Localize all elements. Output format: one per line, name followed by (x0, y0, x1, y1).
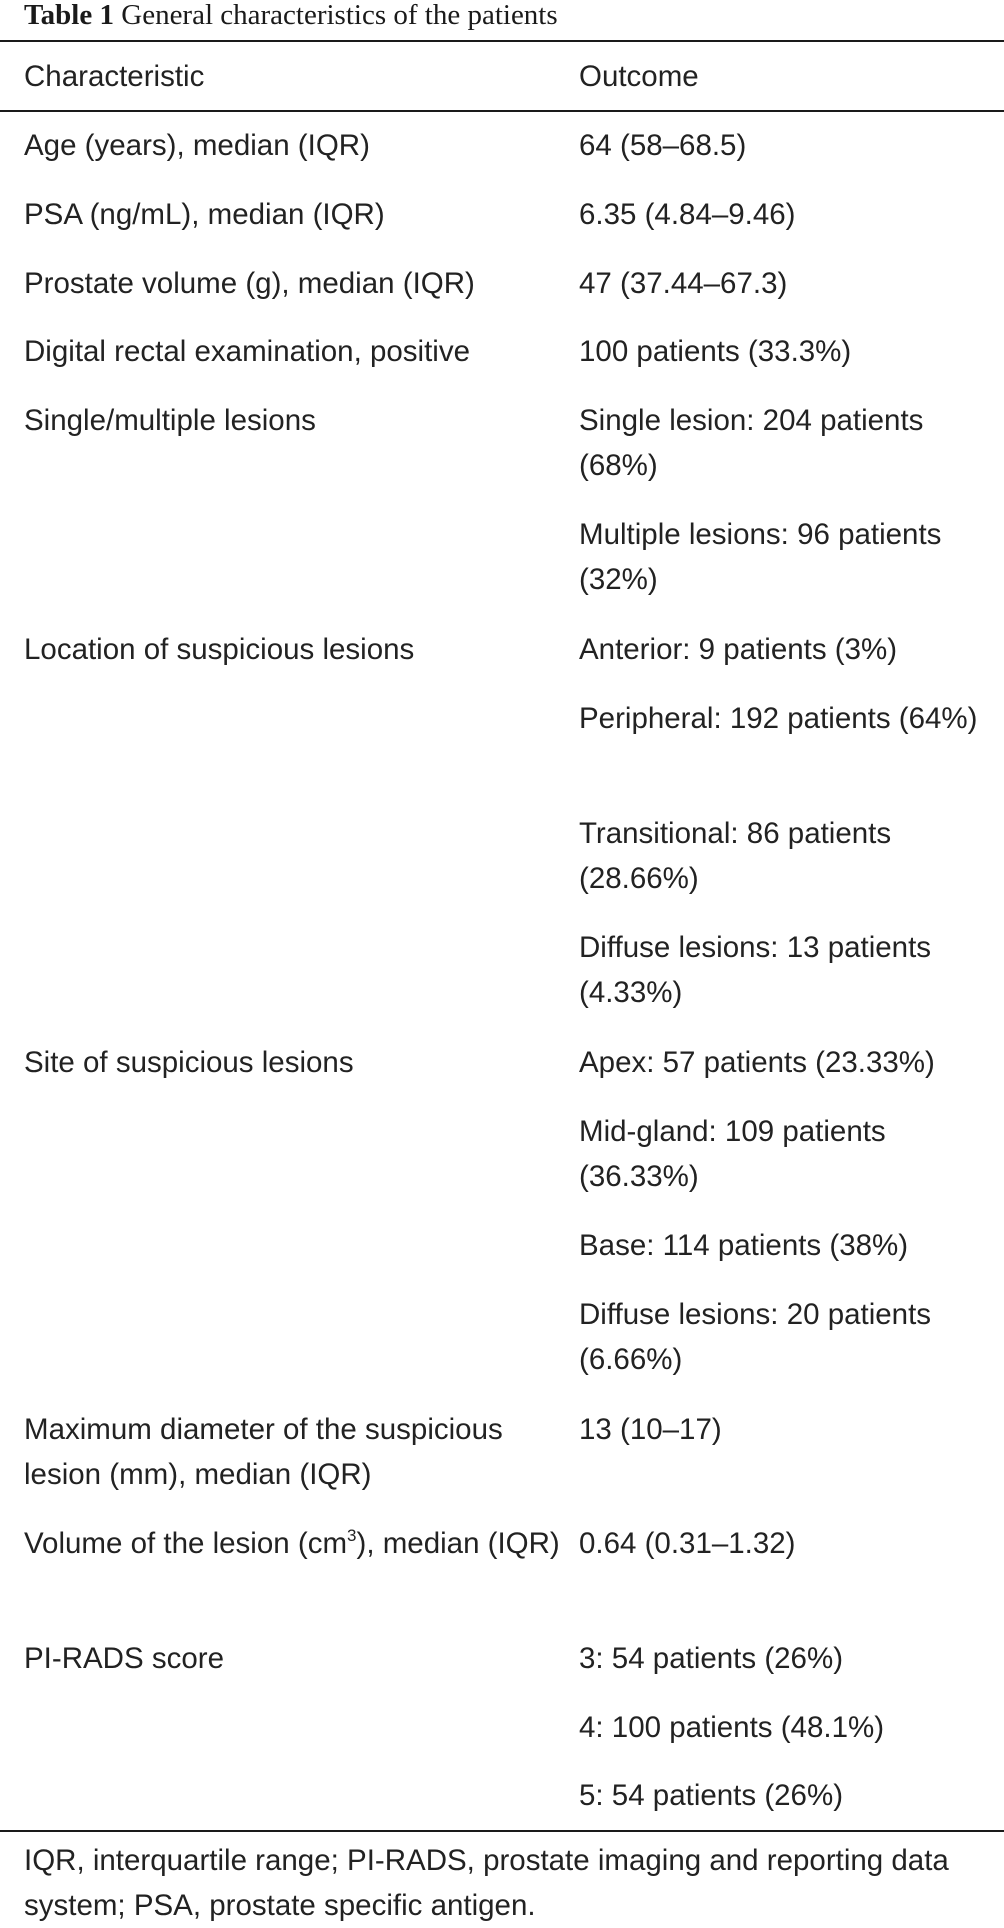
row-lesion-count-outcome-single: Single lesion: 204 patients (68%) (579, 404, 924, 482)
row-lesion-volume-outcome: 0.64 (0.31–1.32) (579, 1527, 796, 1560)
row-location-outcome-anterior: Anterior: 9 patients (3%) (579, 633, 898, 666)
table-bottom-rule (0, 1830, 1004, 1832)
row-site-outcome-base: Base: 114 patients (38%) (579, 1229, 909, 1262)
row-psa-characteristic: PSA (ng/mL), median (IQR) (24, 198, 385, 231)
row-dre-characteristic: Digital rectal examination, positive (24, 335, 470, 368)
table-caption (24, 0, 558, 38)
header-outcome: Outcome (579, 60, 699, 93)
row-max-diameter-characteristic: Maximum diameter of the suspicious lesion (mm), median (IQR) (24, 1413, 503, 1491)
table-header-rule (0, 110, 1004, 112)
row-pirads-characteristic: PI-RADS score (24, 1642, 224, 1675)
header-characteristic: Characteristic (24, 60, 205, 93)
table-caption-text: General characteristics of the patients (114, 0, 558, 31)
row-pirads-outcome-3: 3: 54 patients (26%) (579, 1642, 844, 1675)
row-site-characteristic: Site of suspicious lesions (24, 1046, 354, 1079)
row-site-outcome-mid-gland: Mid-gland: 109 patients (36.33%) (579, 1115, 886, 1193)
table-caption-label: Table 1 (24, 0, 114, 31)
row-lesion-count-characteristic: Single/multiple lesions (24, 404, 316, 437)
row-age-outcome: 64 (58–68.5) (579, 129, 747, 162)
lesion-volume-text-b: ), median (IQR) (356, 1527, 560, 1560)
row-lesion-count-outcome-multiple: Multiple lesions: 96 patients (32%) (579, 518, 942, 596)
row-prostate-volume-outcome: 47 (37.44–67.3) (579, 267, 788, 300)
row-dre-outcome: 100 patients (33.3%) (579, 335, 852, 368)
row-location-outcome-diffuse: Diffuse lesions: 13 patients (4.33%) (579, 931, 932, 1009)
lesion-volume-superscript: 3 (347, 1526, 357, 1545)
row-max-diameter-outcome: 13 (10–17) (579, 1413, 722, 1446)
row-site-outcome-diffuse: Diffuse lesions: 20 patients (6.66%) (579, 1298, 932, 1376)
row-pirads-outcome-5: 5: 54 patients (26%) (579, 1779, 844, 1812)
row-prostate-volume-characteristic: Prostate volume (g), median (IQR) (24, 267, 475, 300)
table-footnote: IQR, interquartile range; PI-RADS, prostate imaging and reporting data system; PSA, prostate specific antigen. (24, 1844, 949, 1922)
table-top-rule (0, 40, 1004, 42)
row-site-outcome-apex: Apex: 57 patients (23.33%) (579, 1046, 935, 1079)
row-location-outcome-transitional: Transitional: 86 patients (28.66%) (579, 817, 892, 895)
row-psa-outcome: 6.35 (4.84–9.46) (579, 198, 796, 231)
lesion-volume-text-a: Volume of the lesion (cm (24, 1527, 348, 1560)
row-age-characteristic: Age (years), median (IQR) (24, 129, 370, 162)
row-lesion-volume-characteristic (24, 1521, 564, 1566)
row-pirads-outcome-4: 4: 100 patients (48.1%) (579, 1711, 885, 1744)
row-location-outcome-peripheral: Peripheral: 192 patients (64%) (579, 702, 978, 735)
row-location-characteristic: Location of suspicious lesions (24, 633, 415, 666)
